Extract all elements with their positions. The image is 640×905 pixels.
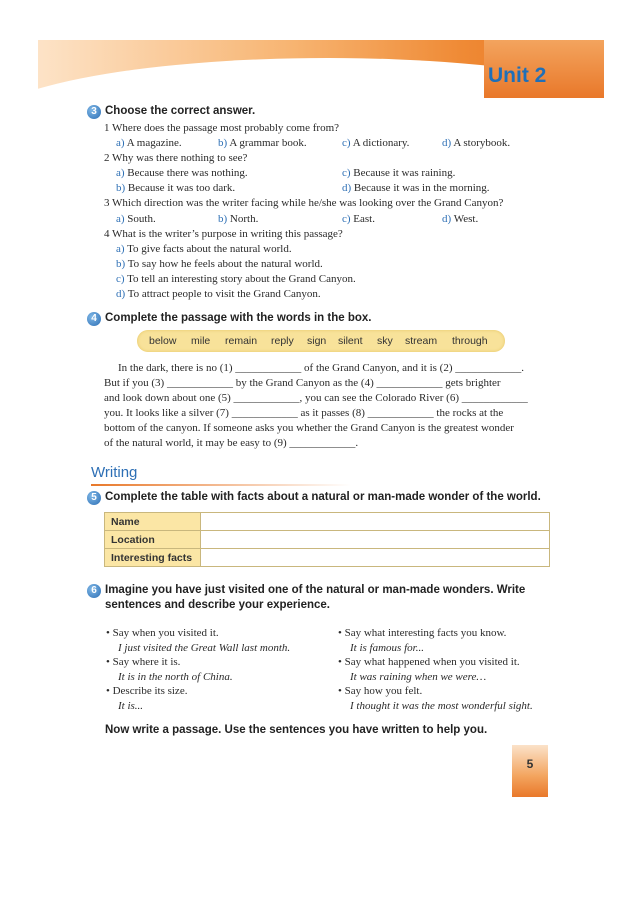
passage-line-6: of the natural world, it may be easy to (9) ____________. [104,437,359,449]
passage-line-1: In the dark, there is no (1) ____________ of the Grand Canyon, and it is (2) ____________. [118,362,525,374]
q3-4-option-a: a) To give facts about the natural world. [116,243,292,255]
q3-1-option-a: a) A magazine. [116,137,182,149]
list-item-example: It is famous for... [350,641,424,654]
final-instruction: Now write a passage. Use the sentences you have written to help you. [105,724,488,736]
q3-4-option-b: b) To say how he feels about the natural world. [116,258,323,270]
word-box-item: silent [338,335,363,347]
table-input-interesting-facts[interactable] [201,549,550,567]
question-5-number-badge: 5 [87,491,101,505]
prompt-list-right [338,626,558,714]
writing-section-title: Writing [91,464,138,481]
question-4-number-badge: 4 [87,312,101,326]
table-label-location: Location [105,531,201,549]
list-item: • Describe its size. [106,685,188,698]
question-5-instruction: Complete the table with facts about a natural or man-made wonder of the world. [105,491,541,503]
list-item-example: It is in the north of China. [118,670,233,683]
list-item-example: It was raining when we were… [350,670,487,683]
word-box-item: remain [225,335,258,347]
unit-title: Unit 2 [488,64,547,87]
question-4-instruction: Complete the passage with the words in the box. [105,312,372,324]
q3-3-option-d: d) West. [442,213,479,225]
q3-3-option-a: a) South. [116,213,156,225]
table-input-name[interactable] [201,513,550,531]
table-input-location[interactable] [201,531,550,549]
page-number: 5 [526,757,534,771]
list-item-example: I thought it was the most wonderful sight. [350,699,533,712]
passage-line-5: bottom of the canyon. If someone asks you whether the Grand Canyon is the greatest wonder [104,422,514,434]
list-item: • Say how you felt. [338,685,423,698]
list-item: • Say what interesting facts you know. [338,627,507,639]
facts-table [104,512,550,567]
word-box-item: stream [405,335,438,347]
word-box-item: below [149,335,177,347]
passage-line-2: But if you (3) ____________ by the Grand Canyon as the (4) ____________ gets brighter [104,377,501,389]
question-3-instruction: Choose the correct answer. [105,105,256,117]
question-6-number-badge: 6 [87,584,101,598]
table-row [105,513,550,531]
table-label-name: Name [105,513,201,531]
list-item-example: I just visited the Great Wall last month. [118,641,291,654]
passage-line-3: and look down about one (5) ____________, you can see the Colorado River (6) ____________ [104,392,528,404]
word-box-item: reply [271,335,294,347]
word-box-item: through [452,335,488,347]
word-box-item: sign [307,335,327,347]
table-label-interesting-facts: Interesting facts [105,549,201,567]
q3-4-option-d: d) To attract people to visit the Grand Canyon. [116,288,321,300]
q3-2-option-c: c) Because it was raining. [342,167,456,179]
passage-line-4: you. It looks like a silver (7) ____________ as it passes (8) ____________ the rocks at the [104,407,504,419]
question-6-instruction-line-1: Imagine you have just visited one of the natural or man-made wonders. Write [105,584,526,596]
list-item: • Say when you visited it. [106,627,219,639]
q3-2-option-a: a) Because there was nothing. [116,167,248,179]
word-box-item: sky [377,335,393,347]
list-item: • Say where it is. [106,656,181,669]
word-box [137,330,505,352]
question-6-instruction-line-2: sentences and describe your experience. [105,599,330,611]
q3-stem-2: 2 Why was there nothing to see? [104,152,248,164]
q3-2-option-d: d) Because it was in the morning. [342,182,490,194]
q3-3-option-c: c) East. [342,213,375,225]
list-item-example: It is... [118,699,144,712]
table-row [105,531,550,549]
page-number-tab [512,745,548,797]
table-row [105,549,550,567]
q3-stem-4: 4 What is the writer’s purpose in writing this passage? [104,228,343,240]
writing-divider [91,484,351,486]
list-item: • Say what happened when you visited it. [338,656,520,669]
question-3-number-badge: 3 [87,105,101,119]
q3-2-option-b: b) Because it was too dark. [116,182,236,194]
q3-stem-3: 3 Which direction was the writer facing while he/she was looking over the Grand Canyon? [104,197,504,209]
q3-1-option-c: c) A dictionary. [342,137,410,149]
q3-3-option-b: b) North. [218,213,259,225]
q3-1-option-b: b) A grammar book. [218,137,307,149]
word-box-item: mile [191,335,211,347]
prompt-list-left [106,626,336,714]
q3-4-option-c: c) To tell an interesting story about the Grand Canyon. [116,273,356,285]
q3-stem-1: 1 Where does the passage most probably come from? [104,122,340,134]
q3-1-option-d: d) A storybook. [442,137,511,149]
